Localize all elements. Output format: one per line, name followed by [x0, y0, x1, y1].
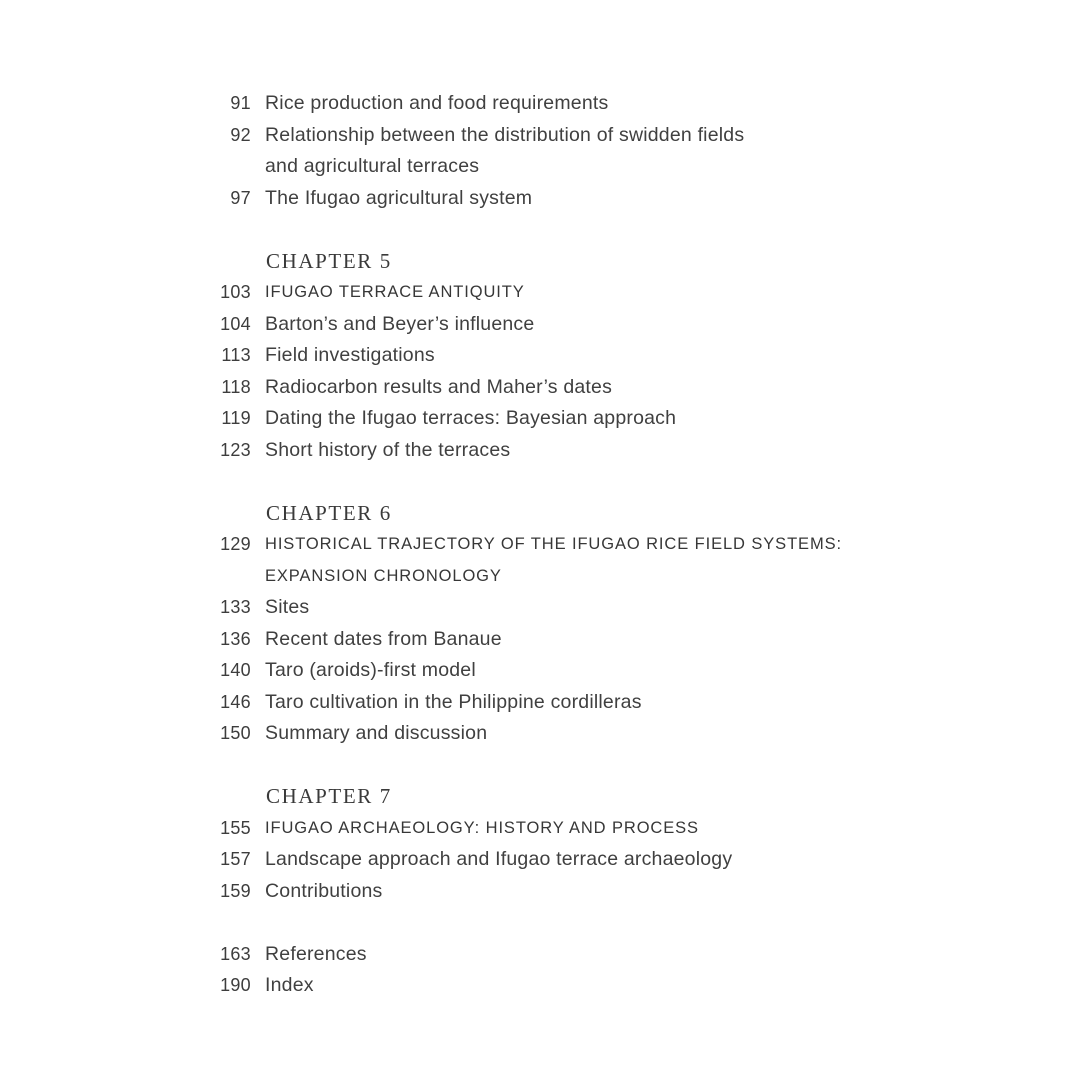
entry-title-line: References — [265, 942, 367, 965]
toc-section — [191, 246, 911, 467]
toc-entry — [191, 592, 911, 624]
toc-entry — [191, 939, 911, 971]
entry-page-number: 136 — [220, 628, 251, 649]
chapter-heading: CHAPTER 7 — [266, 784, 392, 808]
toc-list — [191, 88, 911, 1002]
entry-title-line: Landscape approach and Ifugao terrace archaeology — [265, 848, 733, 870]
entry-title — [265, 813, 699, 845]
toc-entry — [191, 844, 911, 876]
toc-entry — [191, 655, 911, 687]
entry-page-number: 159 — [220, 880, 251, 901]
entry-title — [265, 88, 608, 120]
entry-title — [265, 403, 676, 435]
entry-title — [265, 844, 732, 876]
entry-page-number: 119 — [221, 408, 251, 428]
toc-entry — [191, 624, 911, 656]
entry-title — [265, 939, 367, 971]
entry-title-line: Summary and discussion — [265, 722, 488, 744]
entry-page-number: 146 — [220, 691, 251, 712]
entry-page-number: 92 — [230, 124, 251, 145]
entry-title — [265, 340, 435, 372]
entry-page-number: 155 — [220, 817, 251, 838]
entry-title-line: and agricultural terraces — [265, 155, 480, 177]
toc-entry — [191, 183, 911, 215]
entry-title — [265, 970, 314, 1002]
toc-entry — [191, 403, 911, 435]
entry-title-line: Short history of the terraces — [265, 438, 511, 461]
entry-title-line: Rice production and food requirements — [265, 92, 609, 114]
entry-title-line: Radiocarbon results and Maher’s dates — [265, 375, 613, 398]
toc-entry — [191, 813, 911, 845]
entry-title — [265, 309, 534, 341]
entry-page-number: 129 — [220, 534, 251, 554]
entry-title-line: Recent dates from Banaue — [265, 627, 502, 650]
entry-title-line: EXPANSION CHRONOLOGY — [265, 566, 502, 585]
toc-entry — [191, 435, 911, 467]
toc-section — [191, 939, 911, 1002]
entry-title-line: IFUGAO ARCHAEOLOGY: HISTORY AND PROCESS — [265, 818, 699, 837]
entry-page-number: 157 — [220, 849, 251, 869]
toc-entry — [191, 340, 911, 372]
entry-title-line: Barton’s and Beyer’s influence — [265, 312, 535, 335]
entry-title-line: Taro cultivation in the Philippine cordilleras — [265, 690, 642, 713]
entry-title — [265, 655, 476, 687]
entry-page-number: 118 — [221, 376, 251, 397]
entry-title-line: The Ifugao agricultural system — [265, 186, 533, 209]
toc-entry — [191, 309, 911, 341]
entry-page-number: 97 — [230, 187, 251, 208]
entry-title-line: Relationship between the distribution of swidden fields — [265, 123, 745, 146]
entry-title — [265, 718, 487, 750]
toc-section — [191, 781, 911, 907]
entry-page-number: 150 — [220, 723, 251, 743]
entry-title-line: Field investigations — [265, 344, 435, 366]
chapter-heading: CHAPTER 6 — [266, 500, 392, 525]
entry-title-line: Index — [265, 974, 314, 996]
entry-title — [265, 529, 842, 592]
toc-entry — [191, 529, 911, 592]
entry-title — [265, 435, 510, 467]
entry-title — [265, 120, 744, 183]
entry-title — [265, 592, 309, 624]
chapter-heading: CHAPTER 5 — [266, 248, 392, 273]
toc-entry — [191, 372, 911, 404]
entry-title-line: IFUGAO TERRACE ANTIQUITY — [265, 283, 525, 301]
toc-section — [191, 498, 911, 750]
toc-entry — [191, 120, 911, 183]
toc-entry — [191, 718, 911, 750]
toc-entry — [191, 88, 911, 120]
toc-entry — [191, 687, 911, 719]
entry-page-number: 133 — [220, 597, 251, 617]
entry-title — [265, 687, 642, 719]
entry-title — [265, 372, 612, 404]
toc-entry — [191, 277, 911, 309]
entry-title — [265, 876, 383, 908]
entry-page-number: 123 — [220, 439, 251, 460]
entry-title-line: Sites — [265, 596, 310, 618]
entry-title — [265, 624, 502, 656]
entry-page-number: 163 — [220, 943, 251, 964]
entry-title — [265, 183, 532, 215]
toc-section — [191, 88, 911, 214]
entry-title-line: Taro (aroids)-first model — [265, 659, 476, 681]
entry-page-number: 104 — [220, 313, 251, 334]
entry-title — [265, 277, 525, 309]
entry-page-number: 113 — [221, 345, 251, 365]
entry-title-line: HISTORICAL TRAJECTORY OF THE IFUGAO RICE FIELD SYSTEMS: — [265, 535, 842, 553]
toc-entry — [191, 876, 911, 908]
entry-page-number: 140 — [220, 660, 251, 680]
entry-page-number: 91 — [230, 93, 251, 113]
toc-entry — [191, 970, 911, 1002]
entry-page-number: 103 — [220, 282, 251, 302]
entry-page-number: 190 — [220, 975, 251, 995]
entry-title-line: Dating the Ifugao terraces: Bayesian approach — [265, 407, 677, 429]
entry-title-line: Contributions — [265, 879, 383, 902]
